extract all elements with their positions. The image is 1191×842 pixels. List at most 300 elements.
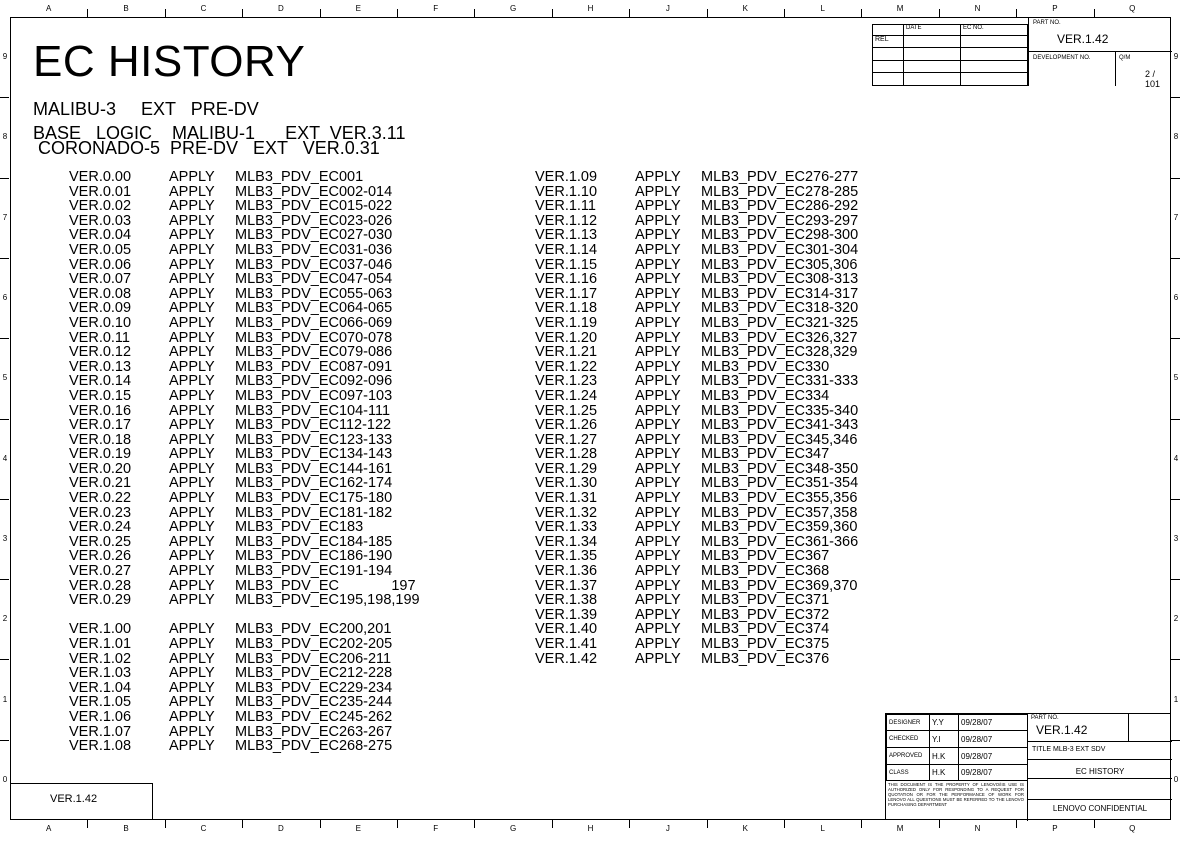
history-ec-number: MLB3_PDV_EC183 [235,519,364,536]
sheet-number: 2 / 101 [1145,69,1161,89]
history-ec-number: MLB3_PDV_EC301-304 [701,241,859,258]
history-action: APPLY [169,636,215,652]
history-version: VER.1.16 [535,271,598,288]
history-ec-number: MLB3_PDV_EC001 [235,169,364,185]
history-ec-number: MLB3_PDV_EC351-354 [701,475,859,492]
history-entry [69,331,420,346]
row-tick [0,338,9,339]
history-version: VER.1.06 [69,708,132,725]
history-ec-number: MLB3_PDV_EC191-194 [235,563,393,580]
history-ec-number: MLB3_PDV_EC134-143 [235,446,393,463]
history-ec-number: MLB3_PDV_EC341-343 [701,417,859,434]
column-ruler-top [10,0,1171,17]
history-version: VER.1.05 [69,694,132,711]
history-ec-number: MLB3_PDV_EC112-122 [235,417,392,434]
column-tick [707,9,708,17]
history-action: APPLY [635,198,681,215]
history-version: VER.1.15 [535,256,598,273]
history-version: VER.1.23 [535,373,598,390]
column-label: P [1052,4,1058,13]
history-action: APPLY [169,723,215,740]
history-entry [535,535,858,550]
history-entry [69,272,420,287]
history-ec-number: MLB3_PDV_EC037-046 [235,256,393,273]
row-label: 4 [2,453,8,463]
history-action: APPLY [169,169,215,185]
history-action: APPLY [635,606,681,623]
qm-label: Q/M [1119,55,1131,61]
column-tick [474,9,475,17]
history-version: VER.1.33 [535,519,598,536]
column-label: P [1052,824,1058,833]
history-action: APPLY [169,402,215,419]
history-version: VER.1.10 [535,183,598,200]
column-tick [87,820,88,828]
history-ec-number: MLB3_PDV_EC305,306 [701,256,858,273]
history-entry [535,593,858,608]
history-version: VER.1.42 [535,650,598,667]
history-action: APPLY [169,519,215,536]
row-tick [0,97,9,98]
history-action: APPLY [635,285,681,302]
history-action: APPLY [169,694,215,711]
checked-value: Y.I [930,731,959,748]
column-tick [1094,9,1095,17]
history-action: APPLY [169,446,215,463]
row-tick [1171,178,1180,179]
history-version: VER.1.22 [535,358,598,375]
history-entry [535,506,858,521]
history-entry [69,228,420,243]
history-entry [69,725,420,740]
column-label: B [123,4,129,13]
history-ec-number: MLB3_PDV_EC369,370 [701,577,858,594]
column-tick [707,820,708,828]
history-entry [535,345,858,360]
history-entry [535,331,858,346]
history-action: APPLY [635,183,681,200]
history-entry [535,462,858,477]
history-version: VER.1.14 [535,241,598,258]
history-action: APPLY [169,548,215,565]
history-version: VER.0.14 [69,373,132,390]
history-action: APPLY [169,475,215,492]
document-title: EC HISTORY [1075,767,1125,776]
history-action: APPLY [169,212,215,229]
history-action: APPLY [635,636,681,652]
history-entry [535,652,858,667]
history-action: APPLY [169,592,215,609]
row-tick [0,178,9,179]
column-tick [320,9,321,17]
column-label: A [46,4,52,13]
history-ec-number: MLB3_PDV_EC212-228 [235,665,393,682]
history-ec-number: MLB3_PDV_EC202-205 [235,636,393,652]
history-action: APPLY [635,329,681,346]
history-ec-number: MLB3_PDV_EC229-234 [235,679,393,696]
history-entry [535,360,858,375]
history-action: APPLY [169,198,215,215]
row-tick [1171,338,1180,339]
history-ec-number: MLB3_PDV_EC186-190 [235,548,393,565]
history-action: APPLY [169,285,215,302]
history-version: VER.1.37 [535,577,598,594]
row-tick [1171,419,1180,420]
history-ec-number: MLB3_PDV_EC200,201 [235,621,392,638]
checked-date: 09/28/07 [959,731,1028,748]
column-label: B [123,824,129,833]
column-tick [242,820,243,828]
history-entry [69,476,420,491]
history-action: APPLY [169,533,215,550]
row-label: 0 [2,774,8,784]
designer-value: Y.Y [930,715,959,731]
row-label: 5 [2,373,8,383]
history-ec-number: MLB3_PDV_EC144-161 [235,460,393,477]
history-action: APPLY [635,300,681,317]
history-ec-number: MLB3_PDV_EC357,358 [701,504,858,521]
subtitle-2: BASE LOGIC MALIBU-1 EXT VER.3.11 [33,123,406,143]
history-entry [69,360,420,375]
history-action: APPLY [169,183,215,200]
history-action: APPLY [635,169,681,185]
row-tick [1171,659,1180,660]
history-version: VER.0.26 [69,548,132,565]
history-version: VER.0.15 [69,387,132,404]
history-version: VER.1.27 [535,431,598,448]
history-entry [69,491,420,506]
history-action: APPLY [169,241,215,258]
history-ec-number: MLB3_PDV_EC348-350 [701,460,859,477]
history-ec-number: MLB3_PDV_EC070-078 [235,329,393,346]
part-no-box [1028,17,1171,89]
history-entry [535,608,858,623]
history-entry [535,301,858,316]
history-ec-number: MLB3_PDV_EC031-036 [235,241,393,258]
history-ec-number: MLB3_PDV_EC 197 [235,577,416,594]
row-tick [1171,258,1180,259]
column-tick [784,820,785,828]
column-label: K [742,4,748,13]
history-entry [535,287,858,302]
history-ec-number: MLB3_PDV_EC368 [701,563,830,580]
row-tick [0,419,9,420]
history-version: VER.0.22 [69,490,132,507]
history-entry [69,506,420,521]
history-ec-number: MLB3_PDV_EC347 [701,446,830,463]
column-tick [320,820,321,828]
history-action: APPLY [635,446,681,463]
column-label: F [433,824,439,833]
history-entry [69,185,420,200]
row-label: 6 [1173,293,1179,303]
history-action: APPLY [635,577,681,594]
history-action: APPLY [635,460,681,477]
history-entry [69,170,420,185]
history-version: VER.0.02 [69,198,132,215]
history-entry [69,666,420,681]
row-label: 6 [2,293,8,303]
history-action: APPLY [635,533,681,550]
history-version: VER.0.21 [69,475,132,492]
property-notice: THIS DOCUMENT IS THE PROPERTY OF LENOVO/IIS USE IS AUTHORIZED ONLY FOR RESPONDING TO A REQUEST FOR QUOTATION OR FOR THE PERFORMANCE OF WORK FOR LENOVO ALL QUESTIONS MUST BE REFERRED TO THE LENOVO PURCHASING DEPARTMENT [888,782,1024,807]
column-tick [474,820,475,828]
history-version: VER.0.18 [69,431,132,448]
row-tick [0,499,9,500]
history-entry [535,622,858,637]
history-version: VER.0.01 [69,183,132,200]
column-tick [397,9,398,17]
history-action: APPLY [635,563,681,580]
history-ec-number: MLB3_PDV_EC268-275 [235,738,393,755]
history-ec-number: MLB3_PDV_EC376 [701,650,830,667]
history-ec-number: MLB3_PDV_EC263-267 [235,723,393,740]
column-tick [397,820,398,828]
history-version: VER.1.28 [535,446,598,463]
version-box [10,783,153,820]
history-ec-number: MLB3_PDV_EC027-030 [235,227,393,244]
history-entry [69,520,420,535]
history-version: VER.1.25 [535,402,598,419]
history-ec-number: MLB3_PDV_EC278-285 [701,183,859,200]
designer-date: 09/28/07 [959,715,1028,731]
page-title: EC HISTORY [33,37,306,86]
history-action: APPLY [169,387,215,404]
history-version: VER.0.27 [69,563,132,580]
column-tick [87,9,88,17]
history-entry [535,228,858,243]
row-tick [1171,499,1180,500]
row-label: 9 [1173,52,1179,62]
part-no-value: VER.1.42 [1057,32,1109,46]
history-ec-number: MLB3_PDV_EC104-111 [235,402,391,419]
history-version: VER.1.02 [69,650,132,667]
history-ec-number: MLB3_PDV_EC361-366 [701,533,859,550]
history-entry [69,637,420,652]
history-action: APPLY [169,650,215,667]
row-label: 2 [2,614,8,624]
subtitle-3: CORONADO-5 PRE-DV EXT VER.0.31 [33,138,380,158]
history-entry [69,199,420,214]
approved-label: APPROVED [887,748,930,765]
history-action: APPLY [635,417,681,434]
history-action: APPLY [169,577,215,594]
column-label: N [974,824,981,833]
history-ec-number: MLB3_PDV_EC123-133 [235,431,393,448]
column-label: J [665,824,670,833]
history-version: VER.1.11 [535,198,596,215]
history-version: VER.0.13 [69,358,132,375]
column-tick [1016,9,1017,17]
column-tick [861,820,862,828]
history-ec-number: MLB3_PDV_EC245-262 [235,708,393,725]
history-action: APPLY [635,402,681,419]
history-ec-number: MLB3_PDV_EC298-300 [701,227,859,244]
column-ruler-bottom [10,820,1171,837]
history-ec-number: MLB3_PDV_EC097-103 [235,387,393,404]
history-action: APPLY [635,475,681,492]
history-version: VER.0.05 [69,241,132,258]
history-version: VER.1.17 [535,285,598,302]
row-label: 8 [2,132,8,142]
history-action: APPLY [169,314,215,331]
history-version: VER.0.25 [69,533,132,550]
history-version: VER.0.19 [69,446,132,463]
row-tick [0,258,9,259]
title-part-no-label: PART NO. [1031,715,1059,721]
class-value: H.K [930,765,959,781]
history-action: APPLY [635,592,681,609]
history-ec-number: MLB3_PDV_EC321-325 [701,314,859,331]
row-label: 2 [1173,614,1179,624]
history-action: APPLY [169,329,215,346]
history-entry [69,316,420,331]
history-entry [69,579,420,594]
history-ec-number: MLB3_PDV_EC371 [701,592,830,609]
history-ec-number: MLB3_PDV_EC293-297 [701,212,859,229]
history-action: APPLY [635,227,681,244]
row-label: 1 [2,694,8,704]
history-entry [535,272,858,287]
development-no-label: DEVELOPMENT NO. [1033,55,1091,61]
history-version: VER.1.13 [535,227,598,244]
history-ec-number: MLB3_PDV_EC002-014 [235,183,393,200]
history-ec-number: MLB3_PDV_EC055-063 [235,285,393,302]
history-action: APPLY [169,344,215,361]
history-version: VER.1.41 [535,636,598,652]
column-label: C [200,824,207,833]
history-entry [535,579,858,594]
history-version: VER.1.21 [535,344,598,361]
history-ec-number: MLB3_PDV_EC184-185 [235,533,393,550]
history-entry [535,637,858,652]
column-tick [242,9,243,17]
designer-label: DESIGNER [887,715,930,731]
history-version: VER.0.12 [69,344,132,361]
history-version: VER.1.40 [535,621,598,638]
history-version: VER.1.07 [69,723,132,740]
history-action: APPLY [169,358,215,375]
history-entry [535,199,858,214]
column-tick [165,820,166,828]
history-version: VER.0.09 [69,300,132,317]
history-entry [535,404,858,419]
history-ec-number: MLB3_PDV_EC286-292 [701,198,859,215]
history-entry [535,520,858,535]
column-tick [1094,820,1095,828]
history-ec-number: MLB3_PDV_EC331-333 [701,373,859,390]
row-label: 9 [2,52,8,62]
history-action: APPLY [169,460,215,477]
history-version: VER.1.38 [535,592,598,609]
history-action: APPLY [635,548,681,565]
column-label: G [509,824,517,833]
row-tick [1171,740,1180,741]
history-entry [69,374,420,389]
history-entry [535,549,858,564]
history-ec-number: MLB3_PDV_EC206-211 [235,650,392,667]
row-label: 5 [1173,373,1179,383]
history-version: VER.1.18 [535,300,598,317]
column-tick [1016,820,1017,828]
column-tick [629,820,630,828]
history-version: VER.1.31 [535,490,598,507]
column-label: L [820,824,825,833]
history-action: APPLY [635,387,681,404]
history-ec-number: MLB3_PDV_EC345,346 [701,431,858,448]
history-entry [69,404,420,419]
history-ec-number: MLB3_PDV_EC375 [701,636,830,652]
history-version: VER.1.32 [535,504,598,521]
column-tick [552,820,553,828]
title-part-no-value: VER.1.42 [1036,723,1088,737]
approved-value: H.K [930,748,959,765]
history-entry [69,287,420,302]
column-label: N [974,4,981,13]
history-entry [69,549,420,564]
history-action: APPLY [635,621,681,638]
column-label: L [820,4,825,13]
drawing-title: TITLE MLB-3 EXT SDV [1032,746,1106,753]
history-version: VER.0.07 [69,271,132,288]
history-entry [69,681,420,696]
history-entry [69,608,420,623]
history-entry [69,593,420,608]
class-label: CLASS [887,765,930,781]
column-label: H [587,4,594,13]
history-version: VER.0.11 [69,329,130,346]
history-version: VER.1.36 [535,563,598,580]
row-label: 3 [1173,533,1179,543]
history-entry [69,710,420,725]
history-version: VER.0.03 [69,212,132,229]
history-action: APPLY [169,300,215,317]
history-version: VER.1.34 [535,533,598,550]
history-entry [535,170,858,185]
history-list-right [535,170,858,666]
column-label: A [46,824,52,833]
history-action: APPLY [635,271,681,288]
row-tick [0,659,9,660]
history-action: APPLY [635,256,681,273]
history-ec-number: MLB3_PDV_EC064-065 [235,300,393,317]
history-action: APPLY [635,504,681,521]
history-action: APPLY [169,679,215,696]
part-no-label: PART NO. [1033,20,1061,26]
history-action: APPLY [635,241,681,258]
history-version: VER.1.09 [535,169,598,185]
history-version: VER.1.30 [535,475,598,492]
history-entry [69,418,420,433]
history-action: APPLY [635,431,681,448]
history-ec-number: MLB3_PDV_EC015-022 [235,198,393,215]
history-entry [69,622,420,637]
history-entry [69,739,420,754]
history-action: APPLY [635,358,681,375]
history-entry [535,185,858,200]
row-label: 7 [1173,212,1179,222]
history-ec-number: MLB3_PDV_EC330 [701,358,830,375]
history-version: VER.1.24 [535,387,598,404]
history-entry [69,243,420,258]
history-version: VER.1.08 [69,738,132,755]
row-tick [0,740,9,741]
history-ec-number: MLB3_PDV_EC328,329 [701,344,858,361]
row-label: 0 [1173,774,1179,784]
history-ec-number: MLB3_PDV_EC175-180 [235,490,393,507]
history-version: VER.1.04 [69,679,132,696]
history-entry [535,447,858,462]
